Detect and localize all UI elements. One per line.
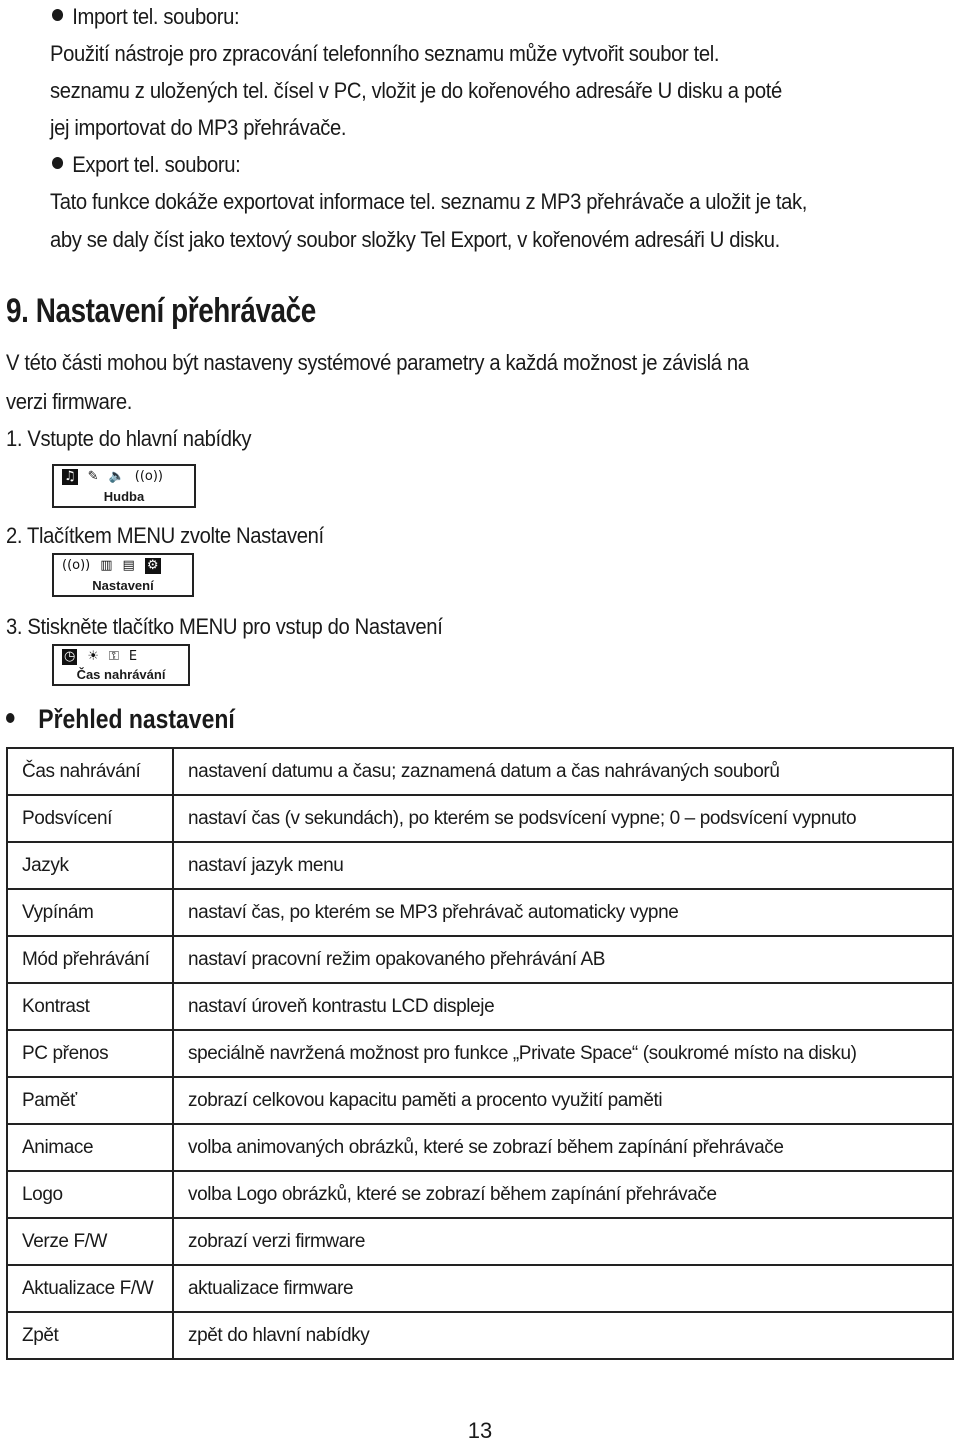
- speaker-icon: 🔈: [108, 469, 125, 484]
- bullet-icon: [52, 9, 63, 21]
- import-text-line-3: jej importovat do MP3 přehrávače.: [50, 115, 347, 140]
- setting-description: nastaví čas, po kterém se MP3 přehrávač automaticky vypne: [173, 889, 953, 936]
- import-text-line-2: seznamu z uložených tel. čísel v PC, vložit je do kořenového adresáře U disku a poté: [50, 78, 782, 103]
- setting-description: zobrazí verzi firmware: [173, 1218, 953, 1265]
- setting-name: Jazyk: [7, 842, 173, 889]
- settings-table-body: [7, 748, 953, 1359]
- setting-name: Kontrast: [7, 983, 173, 1030]
- step-1-text: 1. Vstupte do hlavní nabídky: [6, 426, 252, 451]
- table-row: [7, 1077, 953, 1124]
- lcd-label: Hudba: [103, 489, 145, 504]
- import-title: Import tel. souboru:: [72, 4, 240, 29]
- setting-description: aktualizace firmware: [173, 1265, 953, 1312]
- setting-description: nastaví jazyk menu: [173, 842, 953, 889]
- table-row: [7, 1218, 953, 1265]
- setting-name: Vypínám: [7, 889, 173, 936]
- step-2-text: 2. Tlačítkem MENU zvolte Nastavení: [6, 523, 324, 548]
- setting-description: volba Logo obrázků, které se zobrazí během zapínání přehrávače: [173, 1171, 953, 1218]
- settings-icon: ⚙: [146, 558, 159, 573]
- lcd-screen-record-time: [52, 644, 190, 686]
- overview-heading: [6, 704, 235, 735]
- table-row: [7, 1030, 953, 1077]
- import-text-line-1: Použití nástroje pro zpracování telefonního seznamu může vytvořit soubor tel.: [50, 41, 720, 66]
- setting-name: Verze F/W: [7, 1218, 173, 1265]
- import-bullet-item: [52, 4, 239, 30]
- section-intro-line-1: V této části mohou být nastaveny systémové parametry a každá možnost je závislá na: [6, 350, 749, 375]
- setting-description: nastaví pracovní režim opakovaného přehrávání AB: [173, 936, 953, 983]
- language-icon: E: [128, 649, 138, 664]
- bullet-icon: [52, 157, 63, 169]
- setting-description: speciálně navržená možnost pro funkce „Private Space“ (soukromé místo na disku): [173, 1030, 953, 1077]
- setting-description: nastaví úroveň kontrastu LCD displeje: [173, 983, 953, 1030]
- bullet-icon: [6, 713, 15, 723]
- document-icon: ▤: [122, 558, 135, 573]
- lcd-screen-main-menu: [52, 464, 196, 508]
- export-text-line-2: aby se daly číst jako textový soubor složky Tel Export, v kořenovém adresáři U disku.: [50, 227, 780, 252]
- power-icon: ⚿: [109, 649, 119, 664]
- table-row: [7, 983, 953, 1030]
- setting-name: PC přenos: [7, 1030, 173, 1077]
- export-bullet-item: [52, 152, 240, 178]
- setting-description: volba animovaných obrázků, které se zobrazí během zapínání přehrávače: [173, 1124, 953, 1171]
- setting-name: Mód přehrávání: [7, 936, 173, 983]
- table-row: [7, 795, 953, 842]
- setting-name: Logo: [7, 1171, 173, 1218]
- table-row: [7, 1265, 953, 1312]
- step-3-text: 3. Stiskněte tlačítko MENU pro vstup do Nastavení: [6, 614, 443, 639]
- setting-name: Zpět: [7, 1312, 173, 1359]
- setting-name: Paměť: [7, 1077, 173, 1124]
- export-title: Export tel. souboru:: [72, 152, 241, 177]
- table-row: [7, 748, 953, 795]
- settings-table: [6, 747, 954, 1360]
- music-icon: ♫: [64, 469, 76, 484]
- book-icon: ▥: [100, 558, 113, 573]
- lcd-screen-settings: [52, 553, 194, 597]
- table-row: [7, 936, 953, 983]
- setting-name: Podsvícení: [7, 795, 173, 842]
- clock-icon: ◷: [64, 649, 76, 664]
- lcd-label: Čas nahrávání: [76, 667, 166, 682]
- radio-icon: ((o)): [62, 558, 91, 573]
- table-row: [7, 1312, 953, 1359]
- table-row: [7, 842, 953, 889]
- setting-description: nastavení datumu a času; zaznamená datum a čas nahrávaných souborů: [173, 748, 953, 795]
- overview-heading-text: Přehled nastavení: [38, 704, 235, 734]
- radio-icon: ((o)): [134, 469, 163, 484]
- setting-description: zobrazí celkovou kapacitu paměti a procento využití paměti: [173, 1077, 953, 1124]
- table-row: [7, 889, 953, 936]
- section-heading: 9. Nastavení přehrávače: [6, 292, 316, 330]
- setting-name: Čas nahrávání: [7, 748, 173, 795]
- record-icon: ✎: [87, 469, 99, 484]
- setting-description: nastaví čas (v sekundách), po kterém se podsvícení vypne; 0 – podsvícení vypnuto: [173, 795, 953, 842]
- table-row: [7, 1171, 953, 1218]
- lcd-label: Nastavení: [92, 578, 154, 593]
- backlight-icon: ☀: [87, 649, 99, 664]
- page-number: 13: [467, 1418, 493, 1443]
- setting-description: zpět do hlavní nabídky: [173, 1312, 953, 1359]
- section-intro-line-2: verzi firmware.: [6, 389, 133, 414]
- table-row: [7, 1124, 953, 1171]
- setting-name: Aktualizace F/W: [7, 1265, 173, 1312]
- setting-name: Animace: [7, 1124, 173, 1171]
- export-text-line-1: Tato funkce dokáže exportovat informace tel. seznamu z MP3 přehrávače a uložit je tak,: [50, 189, 808, 214]
